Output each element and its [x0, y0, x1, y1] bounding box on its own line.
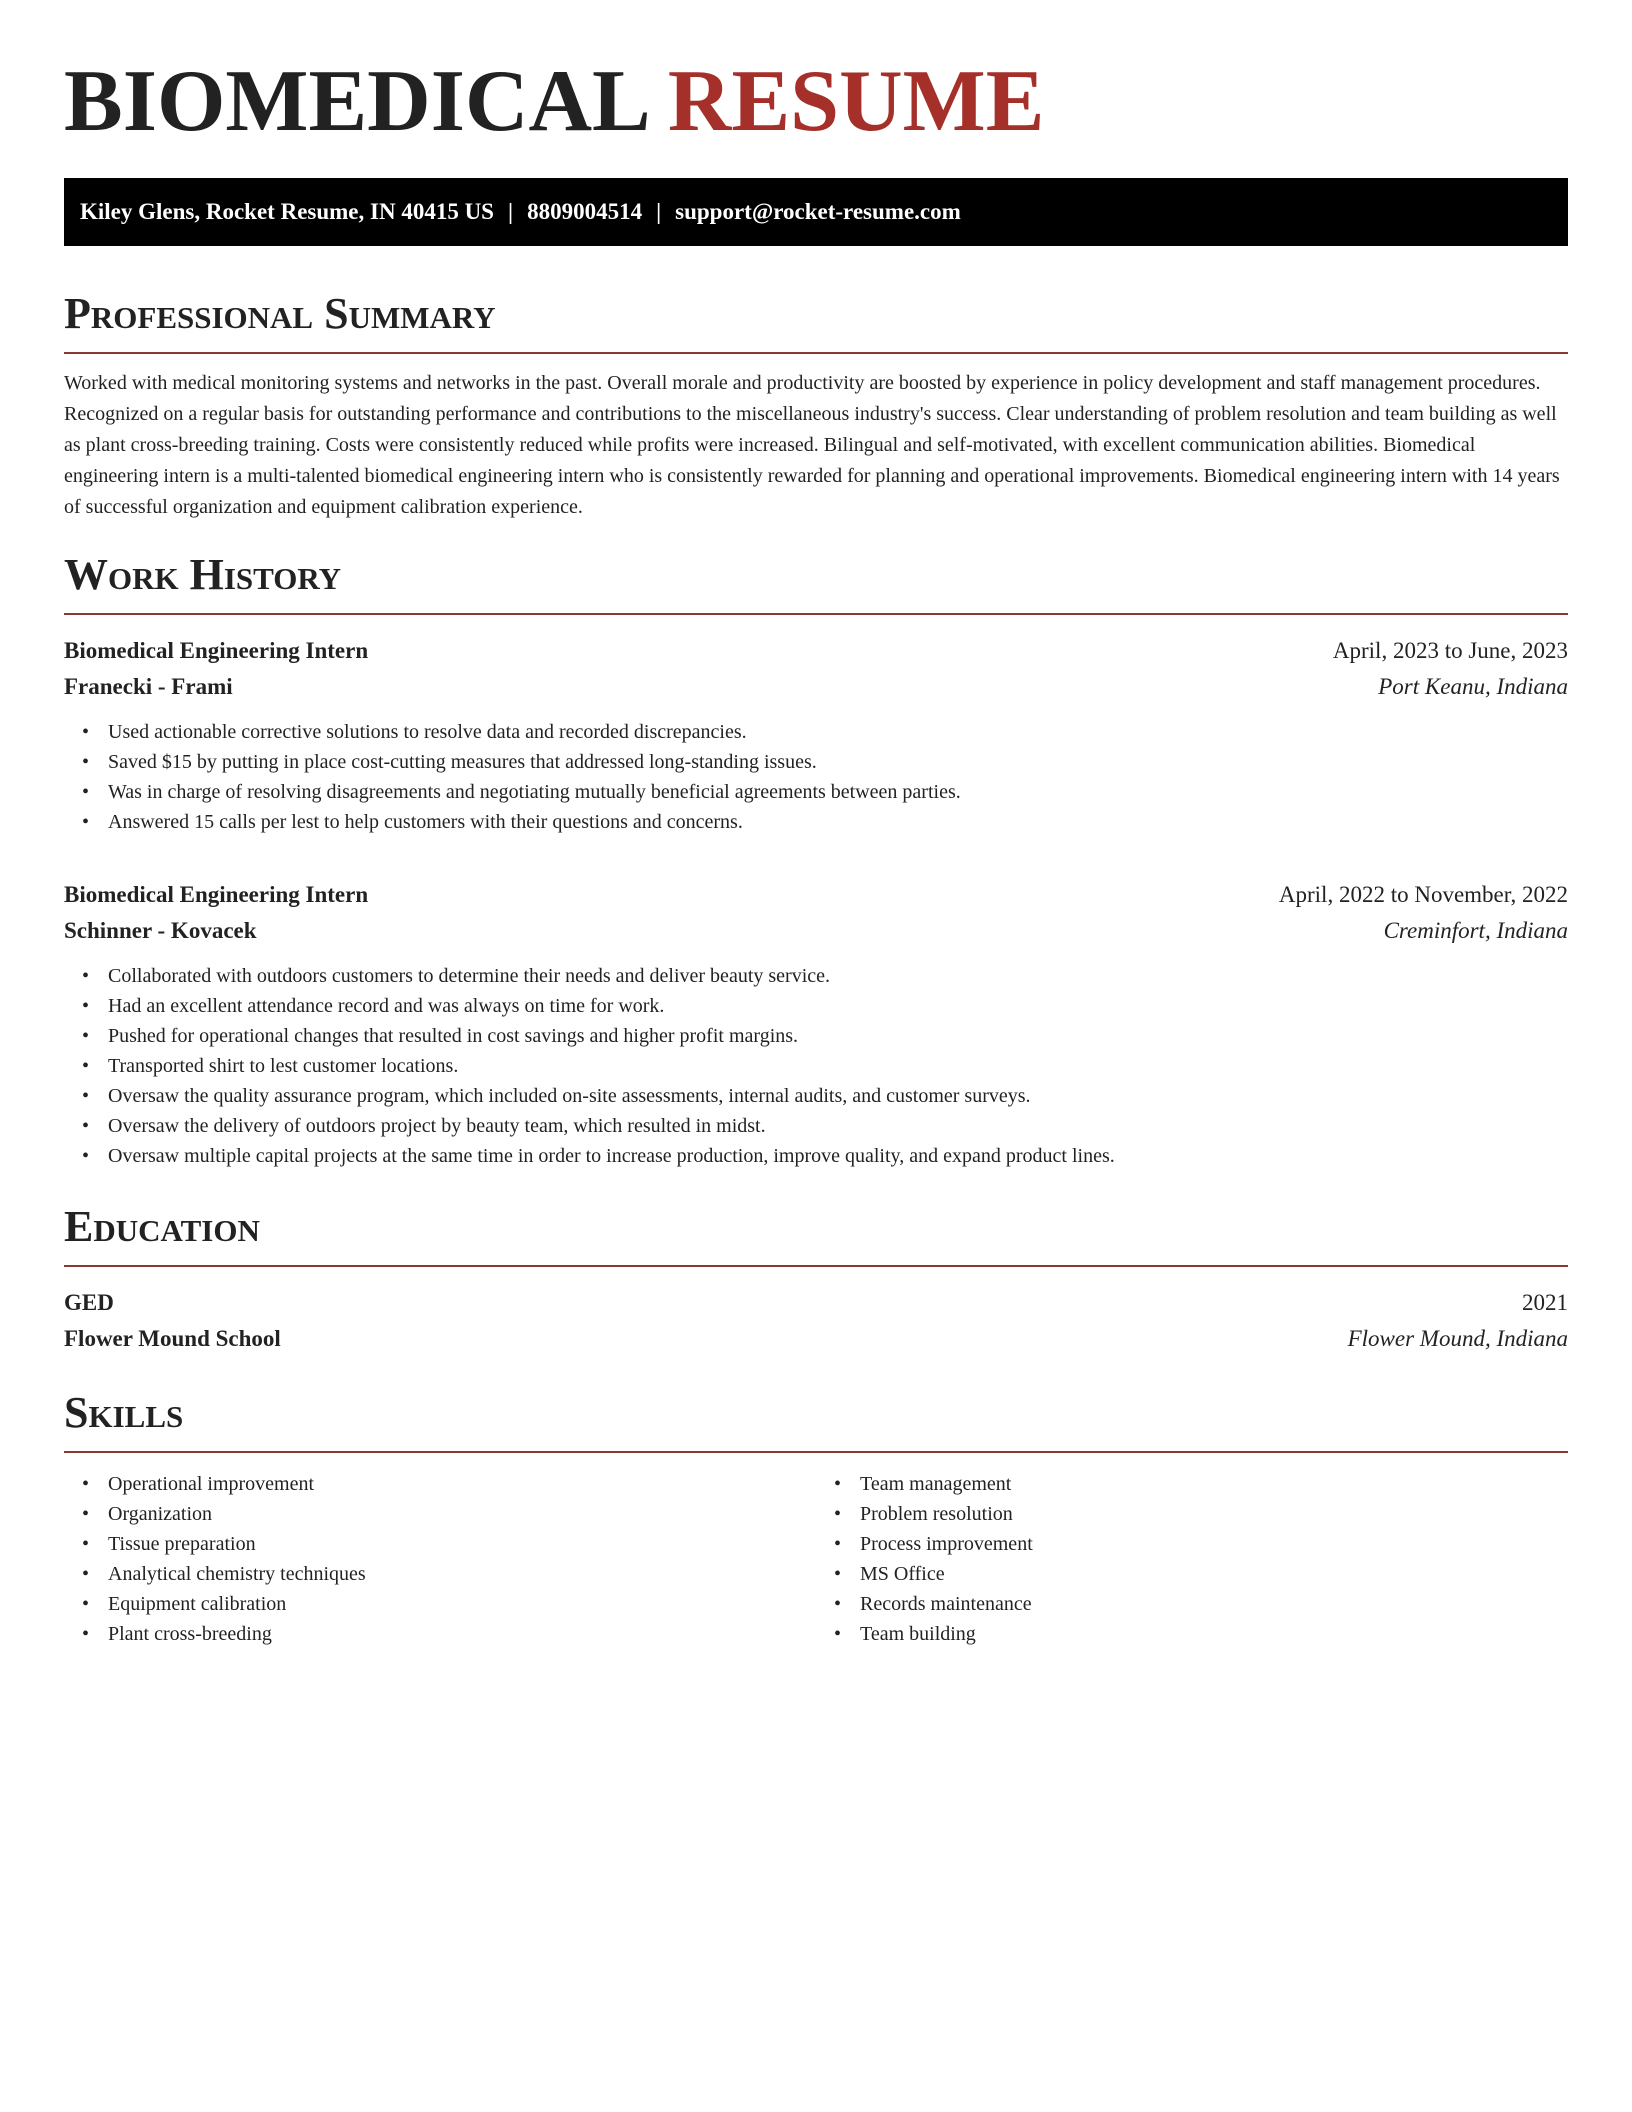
- section-divider: [64, 352, 1568, 354]
- job-dates: April, 2023 to June, 2023: [1332, 638, 1568, 663]
- education-degree-row: [64, 1285, 1568, 1321]
- summary-text: Worked with medical monitoring systems and networks in the past. Overall morale and productivity are boosted by experience in policy development and staff management procedures. Recognized on a regular basis for outstanding performance and contributions to the miscellaneous industry's success. Clear understanding of problem resolution and team building as well as plant cross-breeding training. Costs were consistently reduced while profits were increased. Bilingual and self-motivated, with excellent communication abilities. Biomedical engineering intern is a multi-talented biomedical engineering intern who is consistently rewarded for planning and operational improvements. Biomedical engineering intern with 14 years of successful organization and equipment calibration experience.: [64, 372, 1560, 518]
- job-bullet: • Pushed for operational changes that resulted in cost savings and higher profit margins.: [108, 1021, 1568, 1051]
- education-school: Flower Mound School: [64, 1326, 281, 1351]
- skill-item: • Process improvement: [860, 1529, 1568, 1559]
- skills-list-left: [64, 1469, 816, 1649]
- job-title-row: [64, 633, 1568, 669]
- job-dates: April, 2022 to November, 2022: [1278, 882, 1568, 907]
- job-entry: [64, 633, 1568, 837]
- education-heading: Education: [64, 1202, 260, 1251]
- contact-address: Kiley Glens, Rocket Resume, IN 40415 US: [80, 199, 494, 224]
- skill-item: • Organization: [108, 1499, 816, 1529]
- job-entry: [64, 877, 1568, 1171]
- skills-grid: [64, 1469, 1568, 1649]
- education-school-row: [64, 1321, 1568, 1357]
- skill-item: • MS Office: [860, 1559, 1568, 1589]
- job-title-row: [64, 877, 1568, 913]
- job-bullet: • Had an excellent attendance record and was always on time for work.: [108, 991, 1568, 1021]
- skill-item: • Operational improvement: [108, 1469, 816, 1499]
- skill-item: • Tissue preparation: [108, 1529, 816, 1559]
- skill-item: • Analytical chemistry techniques: [108, 1559, 816, 1589]
- education-year: 2021: [1522, 1290, 1568, 1315]
- contact-bar: [64, 178, 1568, 246]
- title-dark-word: BIOMEDICAL: [64, 53, 646, 150]
- summary-heading: Professional Summary: [64, 289, 496, 338]
- job-title: Biomedical Engineering Intern: [64, 638, 369, 663]
- skills-list-right: [816, 1469, 1568, 1649]
- section-divider: [64, 1451, 1568, 1453]
- skills-heading: Skills: [64, 1388, 184, 1437]
- job-title: Biomedical Engineering Intern: [64, 882, 369, 907]
- job-bullet-list: [64, 961, 1568, 1171]
- job-location: Creminfort, Indiana: [1383, 918, 1568, 943]
- skill-item: • Team building: [860, 1619, 1568, 1649]
- education-location: Flower Mound, Indiana: [1347, 1326, 1568, 1351]
- job-company-row: [64, 669, 1568, 705]
- job-bullet-list: [64, 717, 1568, 837]
- skill-item: • Equipment calibration: [108, 1589, 816, 1619]
- contact-phone: 8809004514: [527, 199, 643, 224]
- skill-item: • Plant cross-breeding: [108, 1619, 816, 1649]
- section-divider: [64, 613, 1568, 615]
- job-company: Franecki - Frami: [64, 674, 233, 699]
- job-bullet: • Was in charge of resolving disagreements and negotiating mutually beneficial agreements between parties.: [108, 777, 1568, 807]
- title-accent-word: RESUME: [667, 53, 1045, 150]
- job-bullet: • Oversaw the delivery of outdoors project by beauty team, which resulted in midst.: [108, 1111, 1568, 1141]
- job-bullet: • Saved $15 by putting in place cost-cutting measures that addressed long-standing issues.: [108, 747, 1568, 777]
- job-bullet: • Collaborated with outdoors customers to determine their needs and deliver beauty service.: [108, 961, 1568, 991]
- resume-title: [64, 52, 1568, 152]
- work-history-heading: Work History: [64, 550, 342, 599]
- education-entry: [64, 1285, 1568, 1357]
- skill-item: • Problem resolution: [860, 1499, 1568, 1529]
- contact-separator: |: [507, 199, 514, 224]
- job-bullet: • Transported shirt to lest customer locations.: [108, 1051, 1568, 1081]
- contact-email: support@rocket-resume.com: [675, 199, 961, 224]
- job-bullet: • Used actionable corrective solutions to resolve data and recorded discrepancies.: [108, 717, 1568, 747]
- job-bullet: • Oversaw multiple capital projects at the same time in order to increase production, improve quality, and expand product lines.: [108, 1141, 1568, 1171]
- education-degree: GED: [64, 1290, 114, 1315]
- job-bullet: • Answered 15 calls per lest to help customers with their questions and concerns.: [108, 807, 1568, 837]
- contact-separator: |: [656, 199, 662, 224]
- job-company: Schinner - Kovacek: [64, 918, 257, 943]
- section-divider: [64, 1265, 1568, 1267]
- job-location: Port Keanu, Indiana: [1378, 674, 1568, 699]
- skill-item: • Records maintenance: [860, 1589, 1568, 1619]
- job-company-row: [64, 913, 1568, 949]
- skill-item: • Team management: [860, 1469, 1568, 1499]
- job-bullet: • Oversaw the quality assurance program, which included on-site assessments, internal audits, and customer surveys.: [108, 1081, 1568, 1111]
